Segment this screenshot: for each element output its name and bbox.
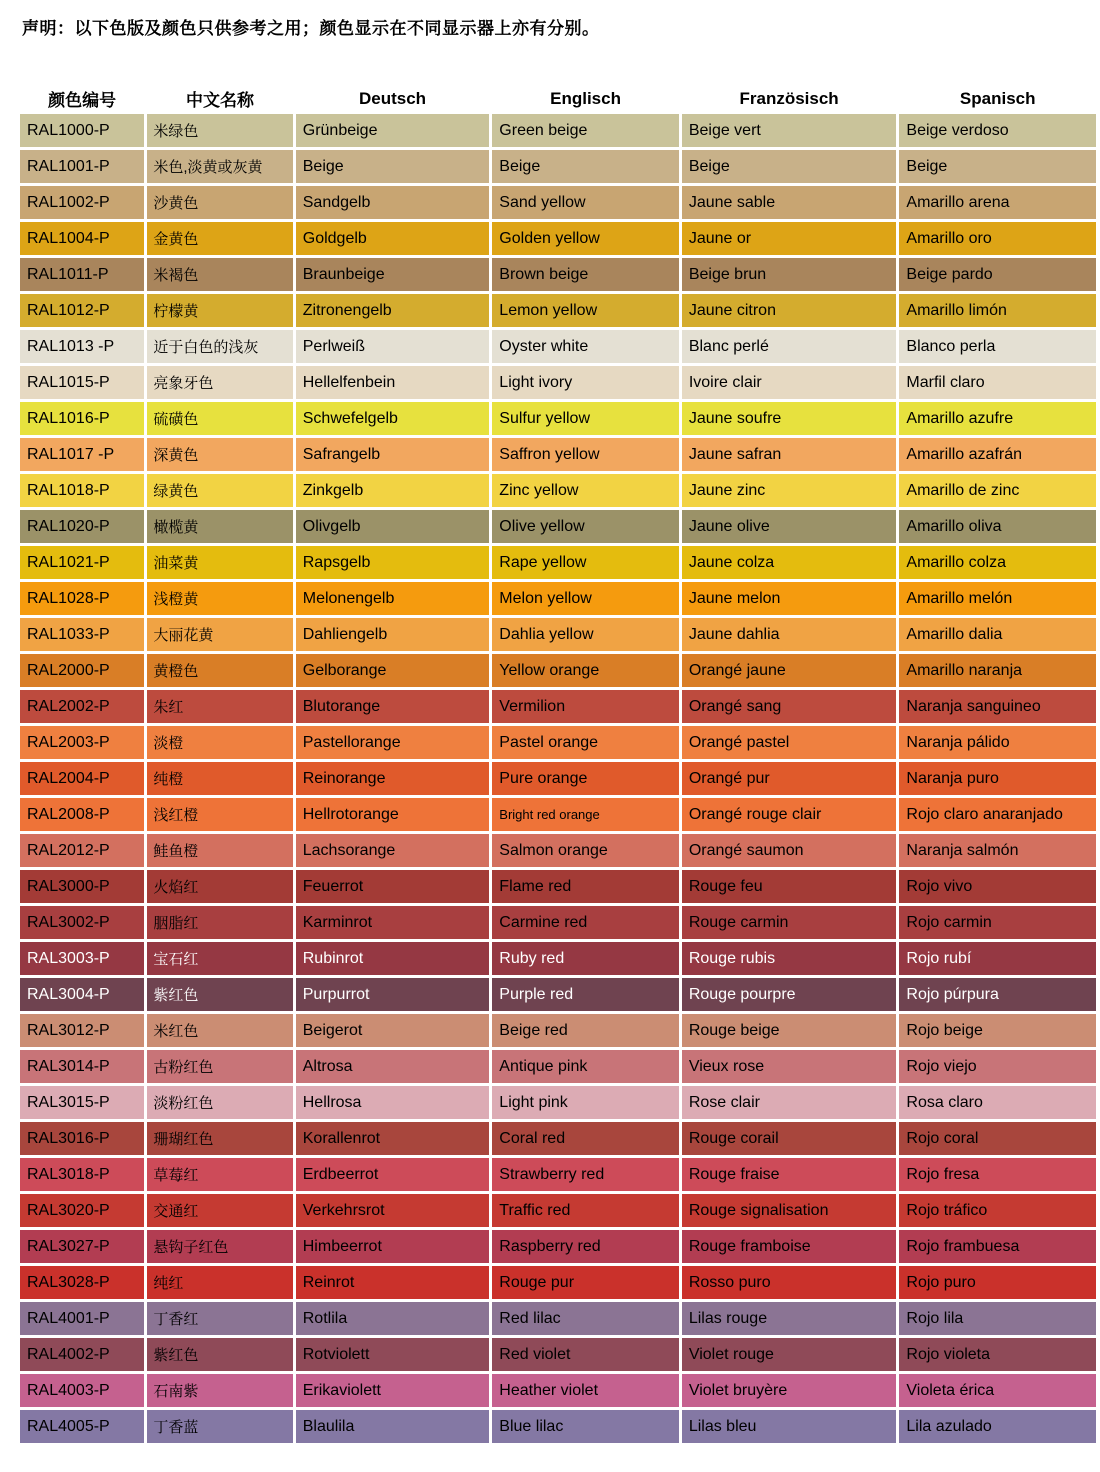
french-name-cell: Beige xyxy=(682,150,897,183)
spanish-name-cell: Rojo carmin xyxy=(899,906,1096,939)
german-name-cell: Grünbeige xyxy=(296,114,490,147)
french-name-cell: Jaune safran xyxy=(682,438,897,471)
english-name-cell: Lemon yellow xyxy=(492,294,679,327)
french-name-cell: Rosso puro xyxy=(682,1266,897,1299)
english-name-cell: Heather violet xyxy=(492,1374,679,1407)
spanish-name-cell: Rojo violeta xyxy=(899,1338,1096,1371)
chinese-name-cell: 橄榄黄 xyxy=(147,510,292,543)
english-name-cell: Sand yellow xyxy=(492,186,679,219)
table-row xyxy=(20,1410,1096,1443)
german-name-cell: Purpurrot xyxy=(296,978,490,1011)
chinese-name-cell: 悬钩子红色 xyxy=(147,1230,292,1263)
english-name-cell: Yellow orange xyxy=(492,654,679,687)
spanish-name-cell: Rojo púrpura xyxy=(899,978,1096,1011)
spanish-name-cell: Amarillo oliva xyxy=(899,510,1096,543)
chinese-name-cell: 紫红色 xyxy=(147,978,292,1011)
german-name-cell: Reinrot xyxy=(296,1266,490,1299)
table-row xyxy=(20,1230,1096,1263)
german-name-cell: Blaulila xyxy=(296,1410,490,1443)
french-name-cell: Vieux rose xyxy=(682,1050,897,1083)
english-name-cell: Coral red xyxy=(492,1122,679,1155)
chinese-name-cell: 古粉红色 xyxy=(147,1050,292,1083)
chinese-name-cell: 米褐色 xyxy=(147,258,292,291)
german-name-cell: Schwefelgelb xyxy=(296,402,490,435)
spanish-name-cell: Rojo viejo xyxy=(899,1050,1096,1083)
table-row xyxy=(20,222,1096,255)
german-name-cell: Himbeerrot xyxy=(296,1230,490,1263)
table-row xyxy=(20,546,1096,579)
spanish-name-cell: Amarillo de zinc xyxy=(899,474,1096,507)
chinese-name-cell: 硫磺色 xyxy=(147,402,292,435)
english-name-cell: Saffron yellow xyxy=(492,438,679,471)
table-row xyxy=(20,906,1096,939)
table-row xyxy=(20,762,1096,795)
ral-code-cell: RAL3020-P xyxy=(20,1194,144,1227)
german-name-cell: Feuerrot xyxy=(296,870,490,903)
french-name-cell: Violet rouge xyxy=(682,1338,897,1371)
chinese-name-cell: 胭脂红 xyxy=(147,906,292,939)
german-name-cell: Pastellorange xyxy=(296,726,490,759)
french-name-cell: Rouge carmin xyxy=(682,906,897,939)
table-row xyxy=(20,1302,1096,1335)
french-name-cell: Violet bruyère xyxy=(682,1374,897,1407)
english-name-cell: Brown beige xyxy=(492,258,679,291)
german-name-cell: Blutorange xyxy=(296,690,490,723)
ral-code-cell: RAL3014-P xyxy=(20,1050,144,1083)
ral-code-cell: RAL1000-P xyxy=(20,114,144,147)
german-name-cell: Goldgelb xyxy=(296,222,490,255)
spanish-name-cell: Rojo claro anaranjado xyxy=(899,798,1096,831)
table-row xyxy=(20,258,1096,291)
ral-code-cell: RAL2012-P xyxy=(20,834,144,867)
english-name-cell: Melon yellow xyxy=(492,582,679,615)
german-name-cell: Hellrotorange xyxy=(296,798,490,831)
ral-code-cell: RAL1018-P xyxy=(20,474,144,507)
table-row xyxy=(20,114,1096,147)
german-name-cell: Sandgelb xyxy=(296,186,490,219)
german-name-cell: Dahliengelb xyxy=(296,618,490,651)
table-row xyxy=(20,870,1096,903)
table-row xyxy=(20,798,1096,831)
ral-code-cell: RAL3015-P xyxy=(20,1086,144,1119)
table-row xyxy=(20,366,1096,399)
ral-code-cell: RAL1017 -P xyxy=(20,438,144,471)
english-name-cell: Red lilac xyxy=(492,1302,679,1335)
ral-code-cell: RAL4005-P xyxy=(20,1410,144,1443)
french-name-cell: Rouge rubis xyxy=(682,942,897,975)
english-name-cell: Blue lilac xyxy=(492,1410,679,1443)
spanish-name-cell: Amarillo arena xyxy=(899,186,1096,219)
german-name-cell: Melonengelb xyxy=(296,582,490,615)
spanish-name-cell: Rojo fresa xyxy=(899,1158,1096,1191)
ral-code-cell: RAL3016-P xyxy=(20,1122,144,1155)
english-name-cell: Red violet xyxy=(492,1338,679,1371)
german-name-cell: Erikaviolett xyxy=(296,1374,490,1407)
french-name-cell: Jaune dahlia xyxy=(682,618,897,651)
chinese-name-cell: 交通红 xyxy=(147,1194,292,1227)
german-name-cell: Hellrosa xyxy=(296,1086,490,1119)
chinese-name-cell: 鲑鱼橙 xyxy=(147,834,292,867)
table-row xyxy=(20,510,1096,543)
french-name-cell: Blanc perlé xyxy=(682,330,897,363)
spanish-name-cell: Rojo puro xyxy=(899,1266,1096,1299)
header-deutsch: Deutsch xyxy=(296,86,490,111)
spanish-name-cell: Amarillo melón xyxy=(899,582,1096,615)
table-row xyxy=(20,1158,1096,1191)
chinese-name-cell: 近于白色的浅灰 xyxy=(147,330,292,363)
ral-code-cell: RAL3003-P xyxy=(20,942,144,975)
german-name-cell: Beigerot xyxy=(296,1014,490,1047)
ral-code-cell: RAL2004-P xyxy=(20,762,144,795)
spanish-name-cell: Amarillo oro xyxy=(899,222,1096,255)
header-color-code: 颜色编号 xyxy=(20,86,144,111)
table-row xyxy=(20,618,1096,651)
ral-code-cell: RAL1012-P xyxy=(20,294,144,327)
table-row xyxy=(20,402,1096,435)
table-body xyxy=(20,114,1096,1443)
english-name-cell: Dahlia yellow xyxy=(492,618,679,651)
ral-code-cell: RAL3018-P xyxy=(20,1158,144,1191)
ral-code-cell: RAL4002-P xyxy=(20,1338,144,1371)
english-name-cell: Ruby red xyxy=(492,942,679,975)
ral-code-cell: RAL3028-P xyxy=(20,1266,144,1299)
spanish-name-cell: Rojo rubí xyxy=(899,942,1096,975)
german-name-cell: Gelborange xyxy=(296,654,490,687)
german-name-cell: Korallenrot xyxy=(296,1122,490,1155)
spanish-name-cell: Blanco perla xyxy=(899,330,1096,363)
french-name-cell: Jaune melon xyxy=(682,582,897,615)
french-name-cell: Rouge feu xyxy=(682,870,897,903)
ral-code-cell: RAL3002-P xyxy=(20,906,144,939)
ral-code-cell: RAL1021-P xyxy=(20,546,144,579)
chinese-name-cell: 浅橙黄 xyxy=(147,582,292,615)
ral-code-cell: RAL3004-P xyxy=(20,978,144,1011)
ral-code-cell: RAL2003-P xyxy=(20,726,144,759)
table-row xyxy=(20,978,1096,1011)
chinese-name-cell: 纯红 xyxy=(147,1266,292,1299)
german-name-cell: Olivgelb xyxy=(296,510,490,543)
german-name-cell: Rapsgelb xyxy=(296,546,490,579)
table-row xyxy=(20,330,1096,363)
table-row xyxy=(20,1338,1096,1371)
english-name-cell: Carmine red xyxy=(492,906,679,939)
french-name-cell: Jaune citron xyxy=(682,294,897,327)
french-name-cell: Rose clair xyxy=(682,1086,897,1119)
english-name-cell: Olive yellow xyxy=(492,510,679,543)
english-name-cell: Antique pink xyxy=(492,1050,679,1083)
french-name-cell: Orangé sang xyxy=(682,690,897,723)
table-row xyxy=(20,582,1096,615)
german-name-cell: Verkehrsrot xyxy=(296,1194,490,1227)
table-row xyxy=(20,150,1096,183)
french-name-cell: Jaune zinc xyxy=(682,474,897,507)
header-franzoesisch: Französisch xyxy=(682,86,897,111)
german-name-cell: Zitronengelb xyxy=(296,294,490,327)
french-name-cell: Jaune or xyxy=(682,222,897,255)
ral-code-cell: RAL1013 -P xyxy=(20,330,144,363)
table-row xyxy=(20,474,1096,507)
spanish-name-cell: Rojo vivo xyxy=(899,870,1096,903)
ral-color-table xyxy=(17,83,1099,1446)
chinese-name-cell: 黄橙色 xyxy=(147,654,292,687)
english-name-cell: Golden yellow xyxy=(492,222,679,255)
english-name-cell: Rouge pur xyxy=(492,1266,679,1299)
english-name-cell: Strawberry red xyxy=(492,1158,679,1191)
chinese-name-cell: 朱红 xyxy=(147,690,292,723)
english-name-cell: Oyster white xyxy=(492,330,679,363)
disclaimer-text: 声明：以下色版及颜色只供参考之用；颜色显示在不同显示器上亦有分别。 xyxy=(22,19,600,38)
french-name-cell: Lilas rouge xyxy=(682,1302,897,1335)
chinese-name-cell: 深黄色 xyxy=(147,438,292,471)
spanish-name-cell: Lila azulado xyxy=(899,1410,1096,1443)
spanish-name-cell: Amarillo dalia xyxy=(899,618,1096,651)
chinese-name-cell: 淡橙 xyxy=(147,726,292,759)
chinese-name-cell: 米红色 xyxy=(147,1014,292,1047)
spanish-name-cell: Marfil claro xyxy=(899,366,1096,399)
french-name-cell: Beige brun xyxy=(682,258,897,291)
spanish-name-cell: Violeta érica xyxy=(899,1374,1096,1407)
french-name-cell: Jaune soufre xyxy=(682,402,897,435)
chinese-name-cell: 米绿色 xyxy=(147,114,292,147)
spanish-name-cell: Amarillo azafrán xyxy=(899,438,1096,471)
german-name-cell: Rotlila xyxy=(296,1302,490,1335)
french-name-cell: Jaune olive xyxy=(682,510,897,543)
french-name-cell: Rouge corail xyxy=(682,1122,897,1155)
french-name-cell: Rouge beige xyxy=(682,1014,897,1047)
table-row xyxy=(20,1194,1096,1227)
french-name-cell: Rouge signalisation xyxy=(682,1194,897,1227)
english-name-cell: Zinc yellow xyxy=(492,474,679,507)
chinese-name-cell: 油菜黄 xyxy=(147,546,292,579)
chinese-name-cell: 亮象牙色 xyxy=(147,366,292,399)
table-row xyxy=(20,1122,1096,1155)
chinese-name-cell: 纯橙 xyxy=(147,762,292,795)
french-name-cell: Orangé saumon xyxy=(682,834,897,867)
chinese-name-cell: 丁香蓝 xyxy=(147,1410,292,1443)
english-name-cell: Traffic red xyxy=(492,1194,679,1227)
ral-code-cell: RAL1011-P xyxy=(20,258,144,291)
french-name-cell: Lilas bleu xyxy=(682,1410,897,1443)
header-spanisch: Spanisch xyxy=(899,86,1096,111)
spanish-name-cell: Rosa claro xyxy=(899,1086,1096,1119)
english-name-cell: Pastel orange xyxy=(492,726,679,759)
english-name-cell: Flame red xyxy=(492,870,679,903)
spanish-name-cell: Naranja salmón xyxy=(899,834,1096,867)
chinese-name-cell: 石南紫 xyxy=(147,1374,292,1407)
table-header-row xyxy=(20,86,1096,111)
spanish-name-cell: Rojo beige xyxy=(899,1014,1096,1047)
spanish-name-cell: Beige pardo xyxy=(899,258,1096,291)
ral-code-cell: RAL2008-P xyxy=(20,798,144,831)
chinese-name-cell: 淡粉红色 xyxy=(147,1086,292,1119)
french-name-cell: Orangé jaune xyxy=(682,654,897,687)
chinese-name-cell: 紫红色 xyxy=(147,1338,292,1371)
ral-code-cell: RAL1015-P xyxy=(20,366,144,399)
ral-code-cell: RAL1002-P xyxy=(20,186,144,219)
table-row xyxy=(20,1014,1096,1047)
header-englisch: Englisch xyxy=(492,86,679,111)
table-row xyxy=(20,294,1096,327)
table-row xyxy=(20,186,1096,219)
german-name-cell: Perlweiß xyxy=(296,330,490,363)
table-row xyxy=(20,1374,1096,1407)
ral-code-cell: RAL1028-P xyxy=(20,582,144,615)
german-name-cell: Braunbeige xyxy=(296,258,490,291)
ral-code-cell: RAL1001-P xyxy=(20,150,144,183)
spanish-name-cell: Beige xyxy=(899,150,1096,183)
ral-code-cell: RAL2002-P xyxy=(20,690,144,723)
spanish-name-cell: Amarillo limón xyxy=(899,294,1096,327)
german-name-cell: Erdbeerrot xyxy=(296,1158,490,1191)
chinese-name-cell: 金黄色 xyxy=(147,222,292,255)
ral-code-cell: RAL1033-P xyxy=(20,618,144,651)
english-name-cell: Light ivory xyxy=(492,366,679,399)
spanish-name-cell: Amarillo azufre xyxy=(899,402,1096,435)
german-name-cell: Safrangelb xyxy=(296,438,490,471)
chinese-name-cell: 柠檬黄 xyxy=(147,294,292,327)
english-name-cell: Salmon orange xyxy=(492,834,679,867)
spanish-name-cell: Beige verdoso xyxy=(899,114,1096,147)
french-name-cell: Orangé rouge clair xyxy=(682,798,897,831)
chinese-name-cell: 珊瑚红色 xyxy=(147,1122,292,1155)
header-chinese-name: 中文名称 xyxy=(147,86,292,111)
french-name-cell: Rouge pourpre xyxy=(682,978,897,1011)
french-name-cell: Jaune colza xyxy=(682,546,897,579)
french-name-cell: Orangé pastel xyxy=(682,726,897,759)
ral-code-cell: RAL4003-P xyxy=(20,1374,144,1407)
english-name-cell: Bright red orange xyxy=(492,798,679,831)
english-name-cell: Pure orange xyxy=(492,762,679,795)
ral-code-cell: RAL2000-P xyxy=(20,654,144,687)
table-row xyxy=(20,438,1096,471)
french-name-cell: Beige vert xyxy=(682,114,897,147)
french-name-cell: Jaune sable xyxy=(682,186,897,219)
english-name-cell: Light pink xyxy=(492,1086,679,1119)
chinese-name-cell: 宝石红 xyxy=(147,942,292,975)
chinese-name-cell: 沙黄色 xyxy=(147,186,292,219)
spanish-name-cell: Rojo tráfico xyxy=(899,1194,1096,1227)
table-row xyxy=(20,1266,1096,1299)
german-name-cell: Altrosa xyxy=(296,1050,490,1083)
french-name-cell: Orangé pur xyxy=(682,762,897,795)
chinese-name-cell: 大丽花黄 xyxy=(147,618,292,651)
spanish-name-cell: Naranja pálido xyxy=(899,726,1096,759)
english-name-cell: Green beige xyxy=(492,114,679,147)
table-row xyxy=(20,726,1096,759)
french-name-cell: Ivoire clair xyxy=(682,366,897,399)
spanish-name-cell: Naranja sanguineo xyxy=(899,690,1096,723)
german-name-cell: Beige xyxy=(296,150,490,183)
french-name-cell: Rouge framboise xyxy=(682,1230,897,1263)
spanish-name-cell: Amarillo colza xyxy=(899,546,1096,579)
english-name-cell: Vermilion xyxy=(492,690,679,723)
french-name-cell: Rouge fraise xyxy=(682,1158,897,1191)
german-name-cell: Rotviolett xyxy=(296,1338,490,1371)
ral-code-cell: RAL4001-P xyxy=(20,1302,144,1335)
german-name-cell: Karminrot xyxy=(296,906,490,939)
ral-code-cell: RAL1016-P xyxy=(20,402,144,435)
german-name-cell: Lachsorange xyxy=(296,834,490,867)
chinese-name-cell: 米色,淡黄或灰黄 xyxy=(147,150,292,183)
spanish-name-cell: Amarillo naranja xyxy=(899,654,1096,687)
ral-code-cell: RAL3012-P xyxy=(20,1014,144,1047)
table-row xyxy=(20,834,1096,867)
german-name-cell: Zinkgelb xyxy=(296,474,490,507)
english-name-cell: Rape yellow xyxy=(492,546,679,579)
table-row xyxy=(20,942,1096,975)
chinese-name-cell: 火焰红 xyxy=(147,870,292,903)
table-row xyxy=(20,1050,1096,1083)
spanish-name-cell: Rojo coral xyxy=(899,1122,1096,1155)
english-name-cell: Purple red xyxy=(492,978,679,1011)
table-row xyxy=(20,654,1096,687)
chinese-name-cell: 草莓红 xyxy=(147,1158,292,1191)
english-name-cell: Beige xyxy=(492,150,679,183)
ral-code-cell: RAL1020-P xyxy=(20,510,144,543)
german-name-cell: Reinorange xyxy=(296,762,490,795)
table-row xyxy=(20,690,1096,723)
ral-code-cell: RAL1004-P xyxy=(20,222,144,255)
chinese-name-cell: 浅红橙 xyxy=(147,798,292,831)
english-name-cell: Sulfur yellow xyxy=(492,402,679,435)
ral-code-cell: RAL3027-P xyxy=(20,1230,144,1263)
spanish-name-cell: Rojo frambuesa xyxy=(899,1230,1096,1263)
chinese-name-cell: 绿黄色 xyxy=(147,474,292,507)
chinese-name-cell: 丁香红 xyxy=(147,1302,292,1335)
english-name-cell: Beige red xyxy=(492,1014,679,1047)
spanish-name-cell: Naranja puro xyxy=(899,762,1096,795)
table-row xyxy=(20,1086,1096,1119)
german-name-cell: Hellelfenbein xyxy=(296,366,490,399)
ral-code-cell: RAL3000-P xyxy=(20,870,144,903)
german-name-cell: Rubinrot xyxy=(296,942,490,975)
spanish-name-cell: Rojo lila xyxy=(899,1302,1096,1335)
english-name-cell: Raspberry red xyxy=(492,1230,679,1263)
